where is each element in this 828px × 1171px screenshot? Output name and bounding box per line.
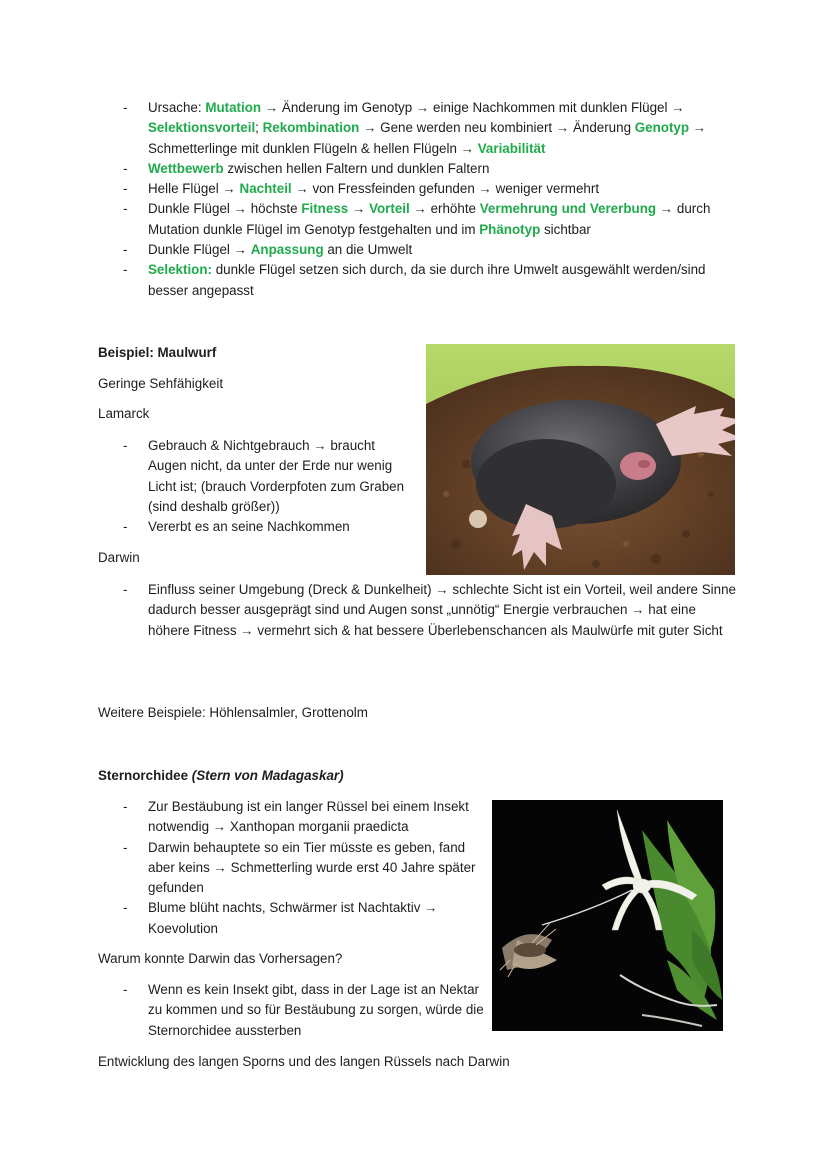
orchid-list bbox=[98, 797, 488, 939]
mole-heading: Beispiel: Maulwurf bbox=[98, 345, 217, 360]
text-run: an die Umwelt bbox=[323, 242, 413, 258]
highlight-term: Mutation bbox=[205, 100, 262, 115]
intro-item bbox=[98, 98, 738, 159]
highlight-term: Selektion: bbox=[148, 262, 212, 278]
highlight-term: Fitness bbox=[301, 201, 349, 217]
text-run: → von Fressfeinden gefunden → weniger vermehrt bbox=[291, 181, 600, 197]
orchid-closing: Entwicklung des langen Sporns und des langen Rüssels nach Darwin bbox=[98, 1054, 510, 1069]
highlight-term: Vermehrung und Vererbung bbox=[479, 201, 657, 217]
intro-item bbox=[98, 179, 738, 199]
darwin-list bbox=[98, 580, 738, 641]
orchid-item: - Zur Bestäubung ist ein langer Rüssel bei einem Insekt notwendig → Xanthopan morganii praedicta bbox=[98, 797, 488, 838]
orchid-answer-list bbox=[98, 980, 488, 1041]
lamarck-label: Lamarck bbox=[98, 406, 150, 421]
highlight-term: Nachteil bbox=[239, 181, 292, 197]
highlight-term: Vorteil bbox=[369, 201, 410, 217]
text-run: → Gene werden neu kombiniert → Änderung bbox=[359, 120, 635, 136]
highlight-term: Phänotyp bbox=[479, 221, 541, 237]
text-run: sichtbar bbox=[540, 221, 591, 237]
darwin-label: Darwin bbox=[98, 550, 140, 565]
text-run: → Schmetterlinge mit dunklen Flügeln & hellen Flügeln → bbox=[148, 120, 707, 156]
text-run: ; bbox=[255, 120, 263, 136]
intro-item bbox=[98, 240, 738, 260]
text-run: → erhöhte bbox=[409, 201, 480, 217]
text-run: → durch Mutation dunkle Flügel im Genotyp festgehalten und im bbox=[148, 201, 711, 237]
orchid-question: Warum konnte Darwin das Vorhersagen? bbox=[98, 951, 343, 966]
intro-list bbox=[98, 98, 738, 301]
orchid-moth-photo-icon bbox=[492, 800, 723, 1031]
highlight-term: Selektionsvorteil bbox=[148, 120, 256, 136]
orchid-answer-item: - Wenn es kein Insekt gibt, dass in der Lage ist an Nektar zu kommen und so für Bestäubung zu sorgen, würde die Sternorchidee aussterben bbox=[98, 980, 488, 1041]
highlight-term: Genotyp bbox=[634, 120, 690, 136]
orchid-heading bbox=[98, 766, 344, 786]
intro-bullets bbox=[98, 98, 738, 301]
orchid-item: - Darwin behauptete so ein Tier müsste es geben, fand aber keins → Schmetterling wurde erst 40 Jahre später gefunden bbox=[98, 838, 488, 899]
orchid-item: - Blume blüht nachts, Schwärmer ist Nachtaktiv → Koevolution bbox=[98, 898, 488, 939]
orchid-heading-name: Sternorchidee bbox=[98, 768, 192, 783]
highlight-term: Anpassung bbox=[250, 242, 324, 258]
text-run: zwischen hellen Faltern und dunklen Faltern bbox=[223, 160, 490, 176]
text-run: → bbox=[348, 201, 370, 217]
highlight-term: Rekombination bbox=[262, 120, 360, 136]
text-run: Dunkle Flügel → höchste bbox=[148, 201, 302, 217]
orchid-heading-subtitle: (Stern von Madagaskar) bbox=[191, 768, 344, 783]
mole-subtitle: Geringe Sehfähigkeit bbox=[98, 376, 224, 391]
intro-item bbox=[98, 159, 738, 179]
text-run: → Änderung im Genotyp → einige Nachkommen mit dunklen Flügel → bbox=[261, 100, 685, 115]
lamarck-item: - Vererbt es an seine Nachkommen bbox=[98, 517, 414, 537]
intro-item bbox=[98, 260, 738, 301]
highlight-term: Variabilität bbox=[477, 140, 546, 156]
highlight-term: Wettbewerb bbox=[148, 160, 224, 176]
further-examples: Weitere Beispiele: Höhlensalmler, Grottenolm bbox=[98, 705, 368, 720]
text-run: Dunkle Flügel → bbox=[148, 242, 251, 258]
text-run: Helle Flügel → bbox=[148, 181, 240, 197]
text-run: dunkle Flügel setzen sich durch, da sie durch ihre Umwelt ausgewählt werden/sind besser angepasst bbox=[148, 262, 706, 298]
lamarck-item: - Gebrauch & Nichtgebrauch → braucht Augen nicht, da unter der Erde nur wenig Licht ist; (brauch Vorderpfoten zum Graben (sind deshalb größer)) bbox=[98, 436, 414, 517]
darwin-item: - Einfluss seiner Umgebung (Dreck & Dunkelheit) → schlechte Sicht ist ein Vorteil, weil andere Sinne dadurch besser ausgeprägt sind und Augen sonst „unnötig“ Energie verbrauchen → hat eine höhere Fitness → vermehrt sich & hat bessere Überlebenschancen als Maulwürfe mit guter Sicht bbox=[98, 580, 738, 641]
lamarck-list bbox=[98, 436, 414, 537]
text-run: Ursache: bbox=[148, 100, 206, 115]
mole-photo-icon bbox=[426, 344, 735, 575]
intro-item bbox=[98, 199, 738, 240]
